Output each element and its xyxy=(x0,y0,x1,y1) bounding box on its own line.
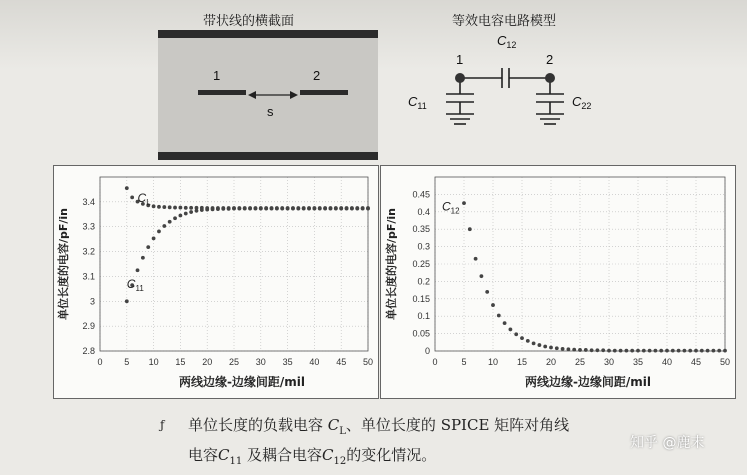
data-point xyxy=(619,349,623,353)
series-label: $C_{12}$ xyxy=(441,199,460,216)
data-point xyxy=(485,290,489,294)
node-1-label: 1 xyxy=(456,52,464,67)
data-point xyxy=(578,348,582,352)
data-point xyxy=(248,207,252,211)
data-point xyxy=(205,208,209,212)
data-point xyxy=(361,207,365,211)
data-point xyxy=(345,207,349,211)
data-point xyxy=(179,214,183,218)
data-point xyxy=(630,349,634,353)
data-point xyxy=(195,209,199,213)
x-tick-label: 10 xyxy=(148,357,159,367)
data-point xyxy=(613,349,617,353)
y-axis-label: 单位长度的电容/pF/in xyxy=(57,207,70,321)
trace-1-label: 1 xyxy=(213,68,221,83)
data-point xyxy=(549,346,553,350)
data-point xyxy=(146,245,150,249)
c22-label: $C_{22}$ xyxy=(572,94,592,111)
x-axis-label: 两线边缘-边缘间距/mil xyxy=(178,375,306,389)
data-point xyxy=(291,207,295,211)
data-point xyxy=(601,348,605,352)
coupling-capacitance-chart xyxy=(381,166,735,398)
data-point xyxy=(642,349,646,353)
data-point xyxy=(136,268,140,272)
data-point xyxy=(243,207,247,211)
x-tick-label: 15 xyxy=(516,357,528,367)
load-capacitance-chart xyxy=(54,166,378,398)
y-tick-label: 3 xyxy=(89,296,95,307)
node-2-dot xyxy=(545,73,555,83)
caption-line-2: 电容$C_{11}$ 及耦合电容$C_{12}$的变化情况。 xyxy=(188,446,437,467)
x-tick-label: 20 xyxy=(202,357,213,367)
x-tick-label: 50 xyxy=(362,357,374,367)
data-point xyxy=(162,224,166,228)
chart-panel-left xyxy=(53,165,379,399)
y-tick-label: 3.2 xyxy=(82,246,95,257)
data-point xyxy=(125,299,129,303)
y-tick-label: 3.4 xyxy=(82,196,95,207)
x-tick-label: 10 xyxy=(487,357,499,367)
x-tick-label: 25 xyxy=(228,357,240,367)
x-tick-label: 20 xyxy=(545,357,557,367)
data-point xyxy=(520,336,524,340)
y-tick-label: 2.9 xyxy=(82,321,95,332)
x-tick-label: 0 xyxy=(97,357,103,367)
data-point xyxy=(168,205,172,209)
data-point xyxy=(270,207,274,211)
y-axis-label: 单位长度的电容/pF/in xyxy=(385,207,398,321)
series-label: $C_L$ xyxy=(137,191,151,208)
data-point xyxy=(141,256,145,260)
x-tick-label: 25 xyxy=(574,357,586,367)
data-point xyxy=(157,230,161,234)
trace-2-label: 2 xyxy=(313,68,321,83)
data-point xyxy=(584,348,588,352)
data-point xyxy=(474,257,478,261)
data-point xyxy=(302,207,306,211)
data-point xyxy=(636,349,640,353)
data-point xyxy=(509,328,513,332)
data-point xyxy=(334,207,338,211)
y-tick-label: 0.1 xyxy=(417,311,430,322)
y-tick-label: 2.8 xyxy=(82,346,95,356)
data-point xyxy=(329,207,333,211)
data-point xyxy=(683,349,687,353)
data-point xyxy=(318,207,322,211)
data-point xyxy=(480,274,484,278)
x-tick-label: 0 xyxy=(432,357,438,367)
data-point xyxy=(561,347,565,351)
data-point xyxy=(665,349,669,353)
data-point xyxy=(596,348,600,352)
data-point xyxy=(130,195,134,199)
y-tick-label: 3.1 xyxy=(82,271,95,282)
data-point xyxy=(157,205,161,209)
chart-panel-right xyxy=(380,165,736,399)
y-tick-label: 0.25 xyxy=(412,259,430,269)
x-tick-label: 30 xyxy=(255,357,266,367)
data-point xyxy=(216,207,220,211)
spacing-label: s xyxy=(267,104,274,119)
capacitor-circuit xyxy=(400,30,620,160)
x-tick-label: 30 xyxy=(603,357,615,367)
data-point xyxy=(659,349,663,353)
data-point xyxy=(677,349,681,353)
data-point xyxy=(514,332,518,336)
data-point xyxy=(712,349,716,353)
data-point xyxy=(280,207,284,211)
data-point xyxy=(313,207,317,211)
data-point xyxy=(491,303,495,307)
data-point xyxy=(296,207,300,211)
data-point xyxy=(323,207,327,211)
node-1-dot xyxy=(455,73,465,83)
data-point xyxy=(654,349,658,353)
x-tick-label: 15 xyxy=(175,357,186,367)
x-tick-label: 5 xyxy=(124,357,130,367)
data-point xyxy=(189,210,193,214)
y-tick-label: 0.05 xyxy=(412,328,430,339)
data-point xyxy=(555,346,559,350)
data-point xyxy=(648,349,652,353)
y-tick-label: 0.35 xyxy=(412,224,430,235)
y-tick-label: 0.4 xyxy=(417,206,430,217)
stripline-cross-section xyxy=(158,30,378,160)
data-point xyxy=(232,207,236,211)
x-tick-label: 50 xyxy=(719,357,731,367)
y-tick-label: 0.3 xyxy=(417,241,430,252)
x-tick-label: 45 xyxy=(336,357,347,367)
data-point xyxy=(237,207,241,211)
data-point xyxy=(538,343,542,347)
node-2-label: 2 xyxy=(546,52,554,67)
data-point xyxy=(152,236,156,240)
watermark: 知乎 @鹿末 xyxy=(630,435,705,451)
x-tick-label: 40 xyxy=(309,357,320,367)
cross-section-title: 带状线的横截面 xyxy=(203,14,295,29)
series-label: $C_{11}$ xyxy=(126,276,144,293)
data-point xyxy=(625,349,629,353)
data-point xyxy=(717,349,721,353)
c12-label: $C_{12}$ xyxy=(497,33,517,50)
data-point xyxy=(227,207,231,211)
spacing-arrow xyxy=(158,30,378,160)
data-point xyxy=(221,207,225,211)
data-point xyxy=(503,321,507,325)
data-point xyxy=(671,349,675,353)
data-point xyxy=(179,206,183,210)
data-point xyxy=(307,207,311,211)
data-point xyxy=(173,206,177,210)
data-point xyxy=(264,207,268,211)
circuit-title: 等效电容电路模型 xyxy=(452,14,557,29)
data-point xyxy=(200,208,204,212)
caption-line-1: 单位长度的负载电容 $C_L$、单位长度的 SPICE 矩阵对角线 xyxy=(188,416,570,437)
y-tick-label: 0 xyxy=(424,346,430,356)
data-point xyxy=(526,339,530,343)
data-point xyxy=(543,345,547,349)
data-point xyxy=(275,207,279,211)
y-tick-label: 0.2 xyxy=(417,276,430,287)
data-point xyxy=(162,205,166,209)
data-point xyxy=(572,348,576,352)
data-point xyxy=(152,204,156,208)
data-point xyxy=(590,348,594,352)
data-point xyxy=(723,349,727,353)
data-point xyxy=(706,349,710,353)
data-point xyxy=(688,349,692,353)
data-point xyxy=(254,207,258,211)
x-tick-label: 40 xyxy=(661,357,673,367)
x-axis-label: 两线边缘-边缘间距/mil xyxy=(524,375,652,389)
y-tick-label: 0.45 xyxy=(412,189,430,200)
y-tick-label: 0.15 xyxy=(412,293,430,304)
data-point xyxy=(497,314,501,318)
data-point xyxy=(468,227,472,231)
data-point xyxy=(184,206,188,210)
data-point xyxy=(355,207,359,211)
x-tick-label: 35 xyxy=(282,357,293,367)
data-point xyxy=(350,207,354,211)
data-point xyxy=(700,349,704,353)
x-tick-label: 35 xyxy=(632,357,644,367)
data-point xyxy=(168,220,172,224)
data-point xyxy=(532,341,536,345)
data-point xyxy=(286,207,290,211)
x-tick-label: 5 xyxy=(461,357,467,367)
data-point xyxy=(567,347,571,351)
data-point xyxy=(125,186,129,190)
c11-label: $C_{11}$ xyxy=(408,94,427,111)
data-point xyxy=(366,207,370,211)
data-point xyxy=(173,216,177,220)
data-point xyxy=(607,349,611,353)
data-point xyxy=(189,206,193,210)
data-point xyxy=(259,207,263,211)
x-tick-label: 45 xyxy=(690,357,702,367)
data-point xyxy=(694,349,698,353)
data-point xyxy=(184,212,188,216)
data-point xyxy=(462,201,466,205)
data-point xyxy=(339,207,343,211)
data-point xyxy=(211,207,215,211)
caption-marker: ƒ xyxy=(160,418,165,432)
y-tick-label: 3.3 xyxy=(82,221,95,232)
